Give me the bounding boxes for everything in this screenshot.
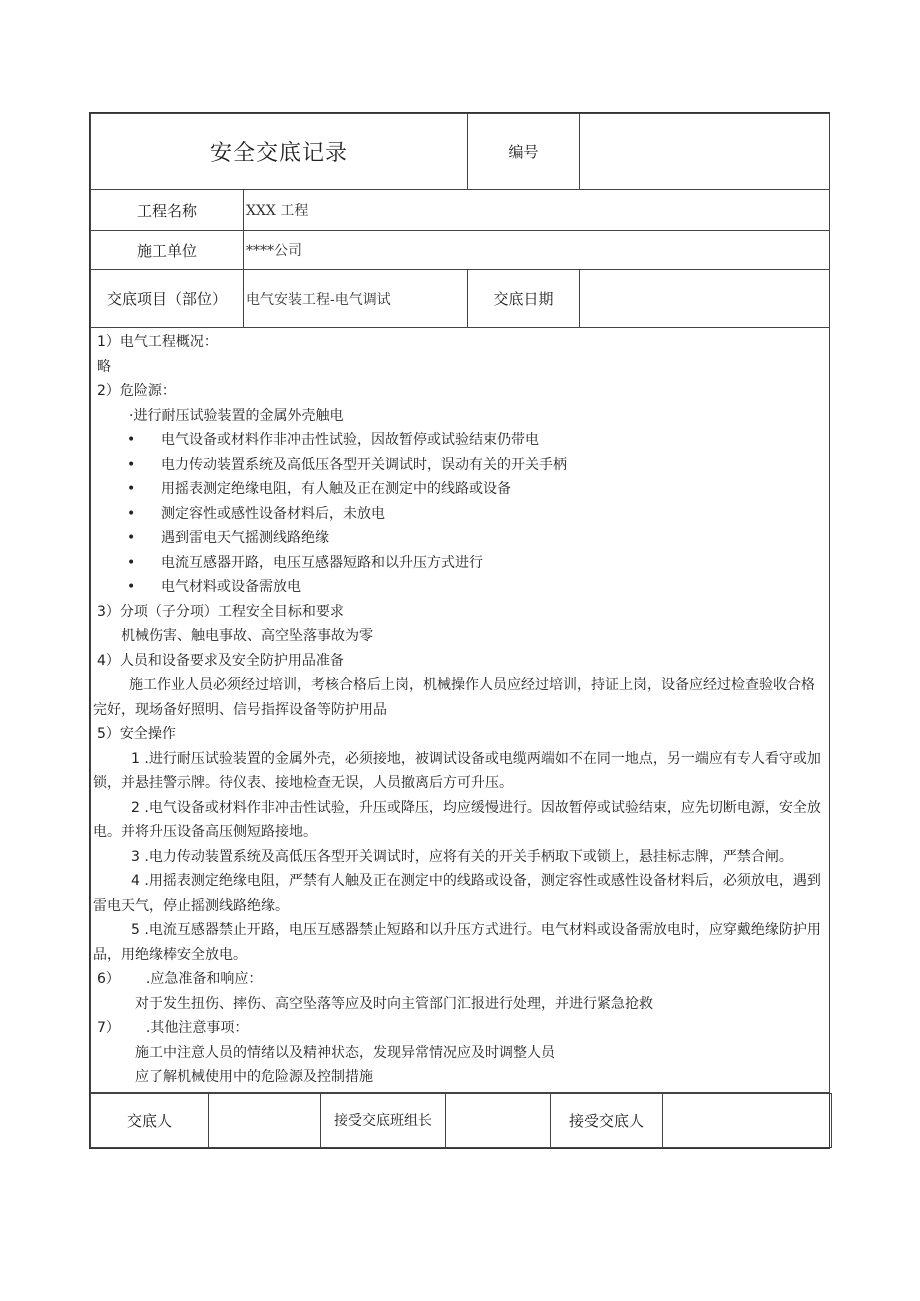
hazard-list-item: • 电气设备或材料作非冲击性试验，因故暂停或试验结束仍带电 [91,428,829,453]
hazard-list-item: • 电力传动装置系统及高低压各型开关调试时，误动有关的开关手柄 [91,453,829,478]
bullet-icon: • [127,505,136,522]
number-field[interactable] [580,114,830,190]
team-leader-field[interactable] [446,1093,551,1147]
section-2-heading: 2）危险源： [97,383,176,399]
hazard-list-item: • 测定容性或感性设备材料后，未放电 [91,502,829,527]
section-4-heading: 4）人员和设备要求及安全防护用品准备 [97,652,344,669]
bullet-icon: • [127,579,136,595]
hazard-list-item: • 用摇表测定绝缘电阻，有人触及正在测定中的线路或设备 [91,477,829,502]
section-1-heading: 1）电气工程概况： [97,334,218,350]
signature-table [90,1093,832,1148]
item-label: 交底项目（部位） [91,270,244,328]
hazard-list-item: • 电气材料或设备需放电 [91,575,829,600]
header-table [90,113,830,1093]
safety-operation-item: 4 .用摇表测定绝缘电阻，严禁有人触及正在测定中的线路或设备，测定容性或感性设备材料后，必须放电，遇到雷电天气，停止摇测线路绝缘。 [93,873,821,914]
safety-operation-item: 5 .电流互感器禁止开路，电压互感器禁止短路和以升压方式进行。电气材料或设备需放电时，应穿戴绝缘防护用品，用绝缘棒安全放电。 [93,922,821,963]
section-1-body: 略 [97,358,111,375]
hazard-list-item: • 遇到雷电天气摇测线路绝缘 [91,526,829,551]
date-label: 交底日期 [468,270,580,328]
section-6-body: 对于发生扭伤、摔伤、高空坠落等应及时向主管部门汇报进行处理，并进行紧急抢救 [135,995,653,1012]
safety-operation-item: 1 .进行耐压试验装置的金属外壳，必须接地，被调试设备或电缆两端如不在同一地点，另一端应有专人看守或加锁，并悬挂警示牌。待仪表、接地检查无误，人员撤离后方可升压。 [93,750,821,791]
section-5-heading: 5）安全操作 [97,726,176,742]
safety-disclosure-form [89,112,830,1149]
section-2-first-item: ·进行耐压试验装置的金属外壳触电 [129,407,344,424]
section-6-heading: 6） .应急准备和响应： [97,971,263,987]
bullet-icon: • [127,481,136,497]
safety-operation-item: 3 .电力传动装置系统及高低压各型开关调试时，应将有关的开关手柄取下或锁上，悬挂标志牌，严禁合闸。 [131,848,793,865]
hazard-list-item: • 电流互感器开路，电压互感器短路和以升压方式进行 [91,551,829,576]
discloser-label: 交底人 [91,1093,209,1147]
discloser-field[interactable] [209,1093,321,1147]
section-7-heading: 7） .其他注意事项： [97,1020,249,1036]
project-name-label: 工程名称 [91,190,244,231]
bullet-icon: • [127,456,136,473]
bullet-icon: • [127,530,136,546]
section-3-body: 机械伤害、触电事故、高空坠落事故为零 [121,628,373,644]
bullet-icon: • [127,554,136,571]
disclosure-content [91,328,830,1093]
section-3-heading: 3）分项（子分项）工程安全目标和要求 [97,603,344,620]
safety-operation-item: 2 .电气设备或材料作非冲击性试验，升压或降压，均应缓慢进行。因故暂停或试验结束，应先切断电源，安全放电。并将升压设备高压侧短路接地。 [93,799,821,840]
project-name-field[interactable]: XXX 工程 [244,190,830,231]
team-leader-label: 接受交底班组长 [321,1093,446,1147]
receiver-label: 接受交底人 [551,1093,663,1147]
section-7-line: 应了解机械使用中的危险源及控制措施 [135,1069,373,1085]
contractor-label: 施工单位 [91,231,244,270]
receiver-field[interactable] [663,1093,832,1147]
bullet-icon: • [127,432,136,448]
date-field[interactable] [580,270,830,328]
form-title: 安全交底记录 [91,114,468,190]
item-field[interactable]: 电气安装工程-电气调试 [244,270,468,328]
number-label: 编号 [468,114,580,190]
section-4-body: 施工作业人员必须经过培训，考核合格后上岗，机械操作人员应经过培训，持证上岗，设备应经过检查验收合格完好，现场备好照明、信号指挥设备等防护用品 [93,677,815,718]
contractor-field[interactable]: ****公司 [244,231,830,270]
section-7-line: 施工中注意人员的情绪以及精神状态，发现异常情况应及时调整人员 [135,1044,555,1061]
